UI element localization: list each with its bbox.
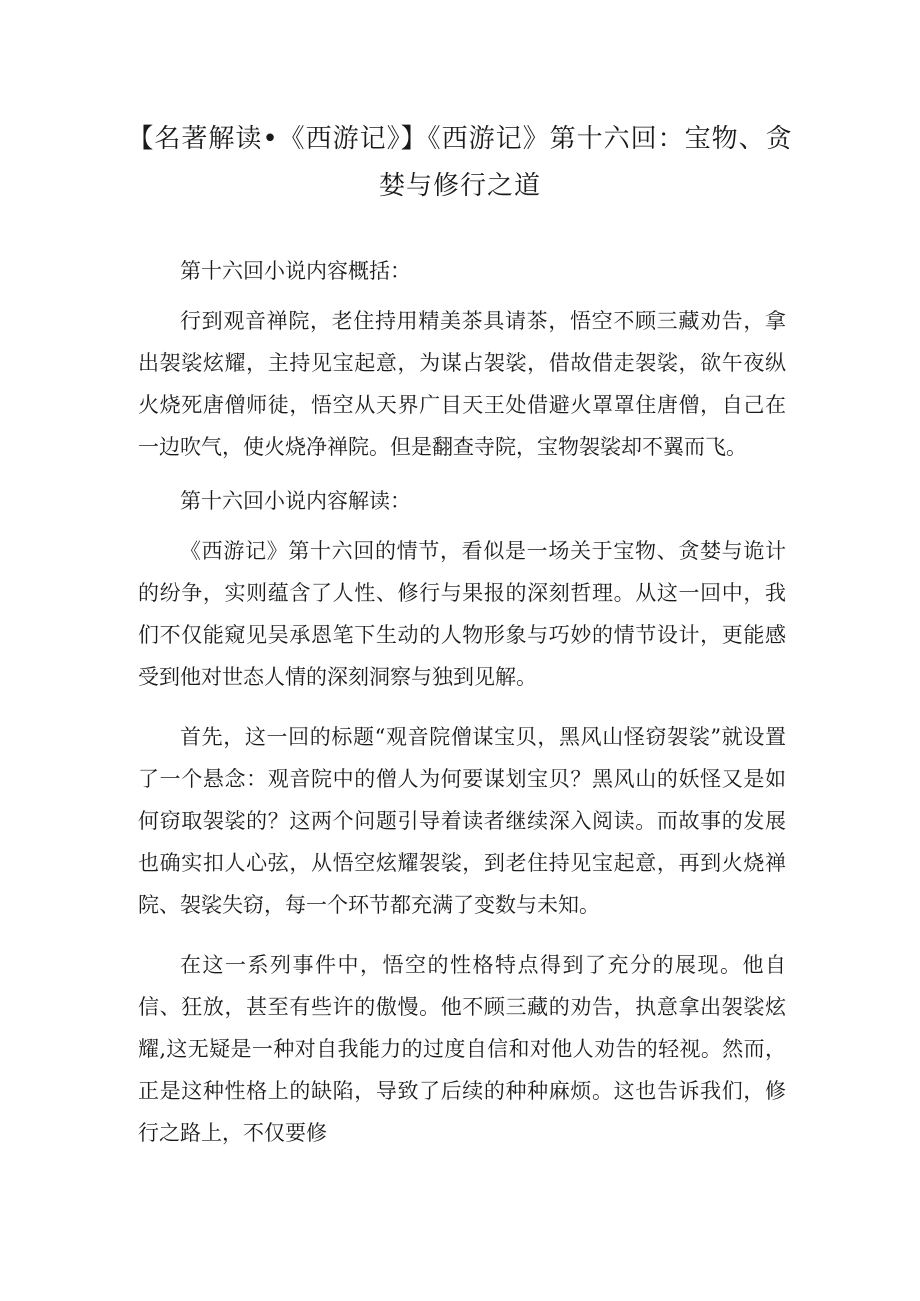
analysis-paragraph-2: 首先，这一回的标题“观音院僧谋宝贝，黑风山怪窃袈裟”就设置了一个悬念：观音院中的僧人为何要谋划宝贝？黑风山的妖怪又是如何窃取袈裟的？这两个问题引导着读者继续深入阅读。而故事的发展也确实扣人心弦，从悟空炫耀袈裟，到老住持见宝起意，再到火烧禅院、袈裟失窃，每一个环节都充满了变数与未知。 — [138, 725, 786, 917]
analysis-paragraph-1: 《西游记》第十六回的情节，看似是一场关于宝物、贪婪与诡计的纷争，实则蕴含了人性、修行与果报的深刻哲理。从这一回中，我们不仅能窥见吴承恩笔下生动的人物形象与巧妙的情节设计，更能感受到他对世态人情的深刻洞察与独到见解。 — [138, 539, 786, 689]
analysis-paragraph-3: 在这一系列事件中，悟空的性格特点得到了充分的展现。他自信、狂放，甚至有些许的傲慢。他不顾三藏的劝告，执意拿出袈裟炫耀,这无疑是一种对自我能力的过度自信和对他人劝告的轻视。然而，正是这种性格上的缺陷，导致了后续的种种麻烦。这也告诉我们，修行之路上，不仅要修 — [138, 953, 786, 1145]
document-body — [138, 250, 786, 1154]
summary-paragraph: 行到观音禅院，老住持用精美茶具请茶，悟空不顾三藏劝告，拿出袈裟炫耀，主持见宝起意，为谋占袈裟，借故借走袈裟，欲午夜纵火烧死唐僧师徒，悟空从天界广目天王处借避火罩罩住唐僧，自己在一边吹气，使火烧净禅院。但是翻查寺院，宝物袈裟却不翼而飞。 — [138, 309, 786, 459]
document-title: 【名著解读•《西游记》】《西游记》第十六回：宝物、贪婪与修行之道 — [127, 124, 793, 201]
summary-heading: 第十六回小说内容概括： — [180, 259, 411, 283]
analysis-heading: 第十六回小说内容解读： — [180, 489, 411, 513]
